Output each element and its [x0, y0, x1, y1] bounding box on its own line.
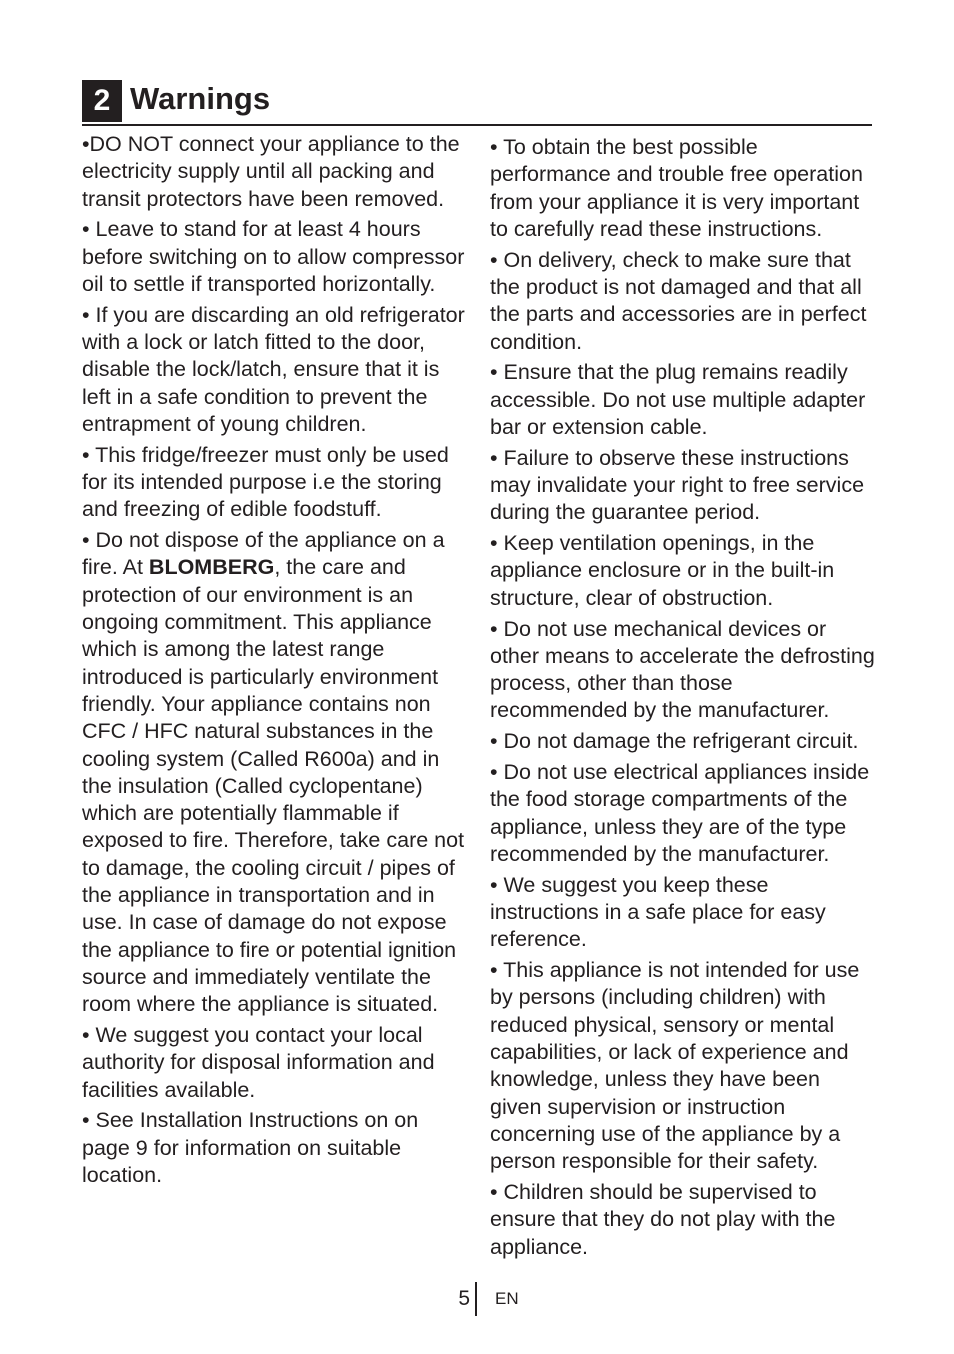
warning-item: •DO NOT connect your appliance to the electricity supply until all packing and transit protectors have been removed.: [82, 132, 460, 211]
warning-item: • Failure to observe these instructions may invalidate your right to free service during the guarantee period.: [490, 445, 865, 525]
warning-text: • Do not dispose of the appliance on a fire. At: [82, 528, 445, 580]
warning-item: • See Installation Instructions on on page 9 for information on suitable location.: [82, 1108, 419, 1187]
footer-divider: [475, 1282, 477, 1316]
warning-item: • On delivery, check to make sure that the product is not damaged and that all the parts and accessories are in perfect condition.: [490, 247, 867, 354]
warning-item: • Do not use mechanical devices or other means to accelerate the defrosting process, other than those recommended by the manufacturer.: [490, 616, 875, 723]
warning-item: • Children should be supervised to ensure that they do not play with the appliance.: [490, 1179, 836, 1259]
warning-item: [82, 527, 467, 1018]
warning-item: • Ensure that the plug remains readily accessible. Do not use multiple adapter bar or extension cable.: [490, 360, 866, 439]
section-number: 2: [82, 80, 122, 122]
warning-item: • This fridge/freezer must only be used for its intended purpose i.e the storing and freezing of edible foodstuff.: [82, 442, 449, 522]
warning-item: • We suggest you contact your local authority for disposal information and facilities available.: [82, 1023, 435, 1102]
section-header: [82, 78, 872, 126]
right-column: [490, 134, 875, 1264]
warning-item: • We suggest you keep these instructions in a safe place for easy reference.: [490, 872, 826, 952]
language-code: EN: [495, 1289, 519, 1308]
warning-item: • Do not use electrical appliances inside the food storage compartments of the appliance, unless they are of the type recommended by the manufacturer.: [490, 760, 870, 866]
brand-name: BLOMBERG: [148, 555, 275, 580]
warning-item: • Leave to stand for at least 4 hours before switching on to allow compressor oil to settle if transported horizontally.: [82, 217, 465, 296]
warning-item: • If you are discarding an old refrigerator with a lock or latch fitted to the door, disable the lock/latch, ensure that it is left in a safe condition to prevent the entrapment of young children.: [82, 302, 465, 436]
page-number: 5: [458, 1287, 470, 1310]
warning-item: • This appliance is not intended for use by persons (including children) with reduced physical, sensory or mental capabilities, or lack of experience and knowledge, unless they have been given supervision or instruction concerning use of the appliance by a person responsible for their safety.: [490, 958, 860, 1174]
warning-text: , the care and protection of our environment is an ongoing commitment. This appliance which is among the latest range introduced is particularly environment friendly. Your appliance contains non CFC / HFC natural substances in the cooling system (Called R600a) and in the insulation (Called cyclopentane) which are potentially flammable if exposed to fire. Therefore, take care not to damage, the cooling circuit / pipes of the appliance in transportation and in use. In case of damage do not expose the appliance to fire or potential ignition source and immediately ventilate the room where the appliance is situated.: [82, 555, 465, 1017]
warning-item: • To obtain the best possible performance and trouble free operation from your appliance it is very important to carefully read these instructions.: [490, 135, 863, 241]
left-column: [82, 131, 467, 1193]
section-title: Warnings: [130, 81, 271, 116]
warning-item: • Do not damage the refrigerant circuit.: [490, 729, 859, 754]
warning-item: • Keep ventilation openings, in the appliance enclosure or in the built-in structure, clear of obstruction.: [490, 531, 835, 610]
